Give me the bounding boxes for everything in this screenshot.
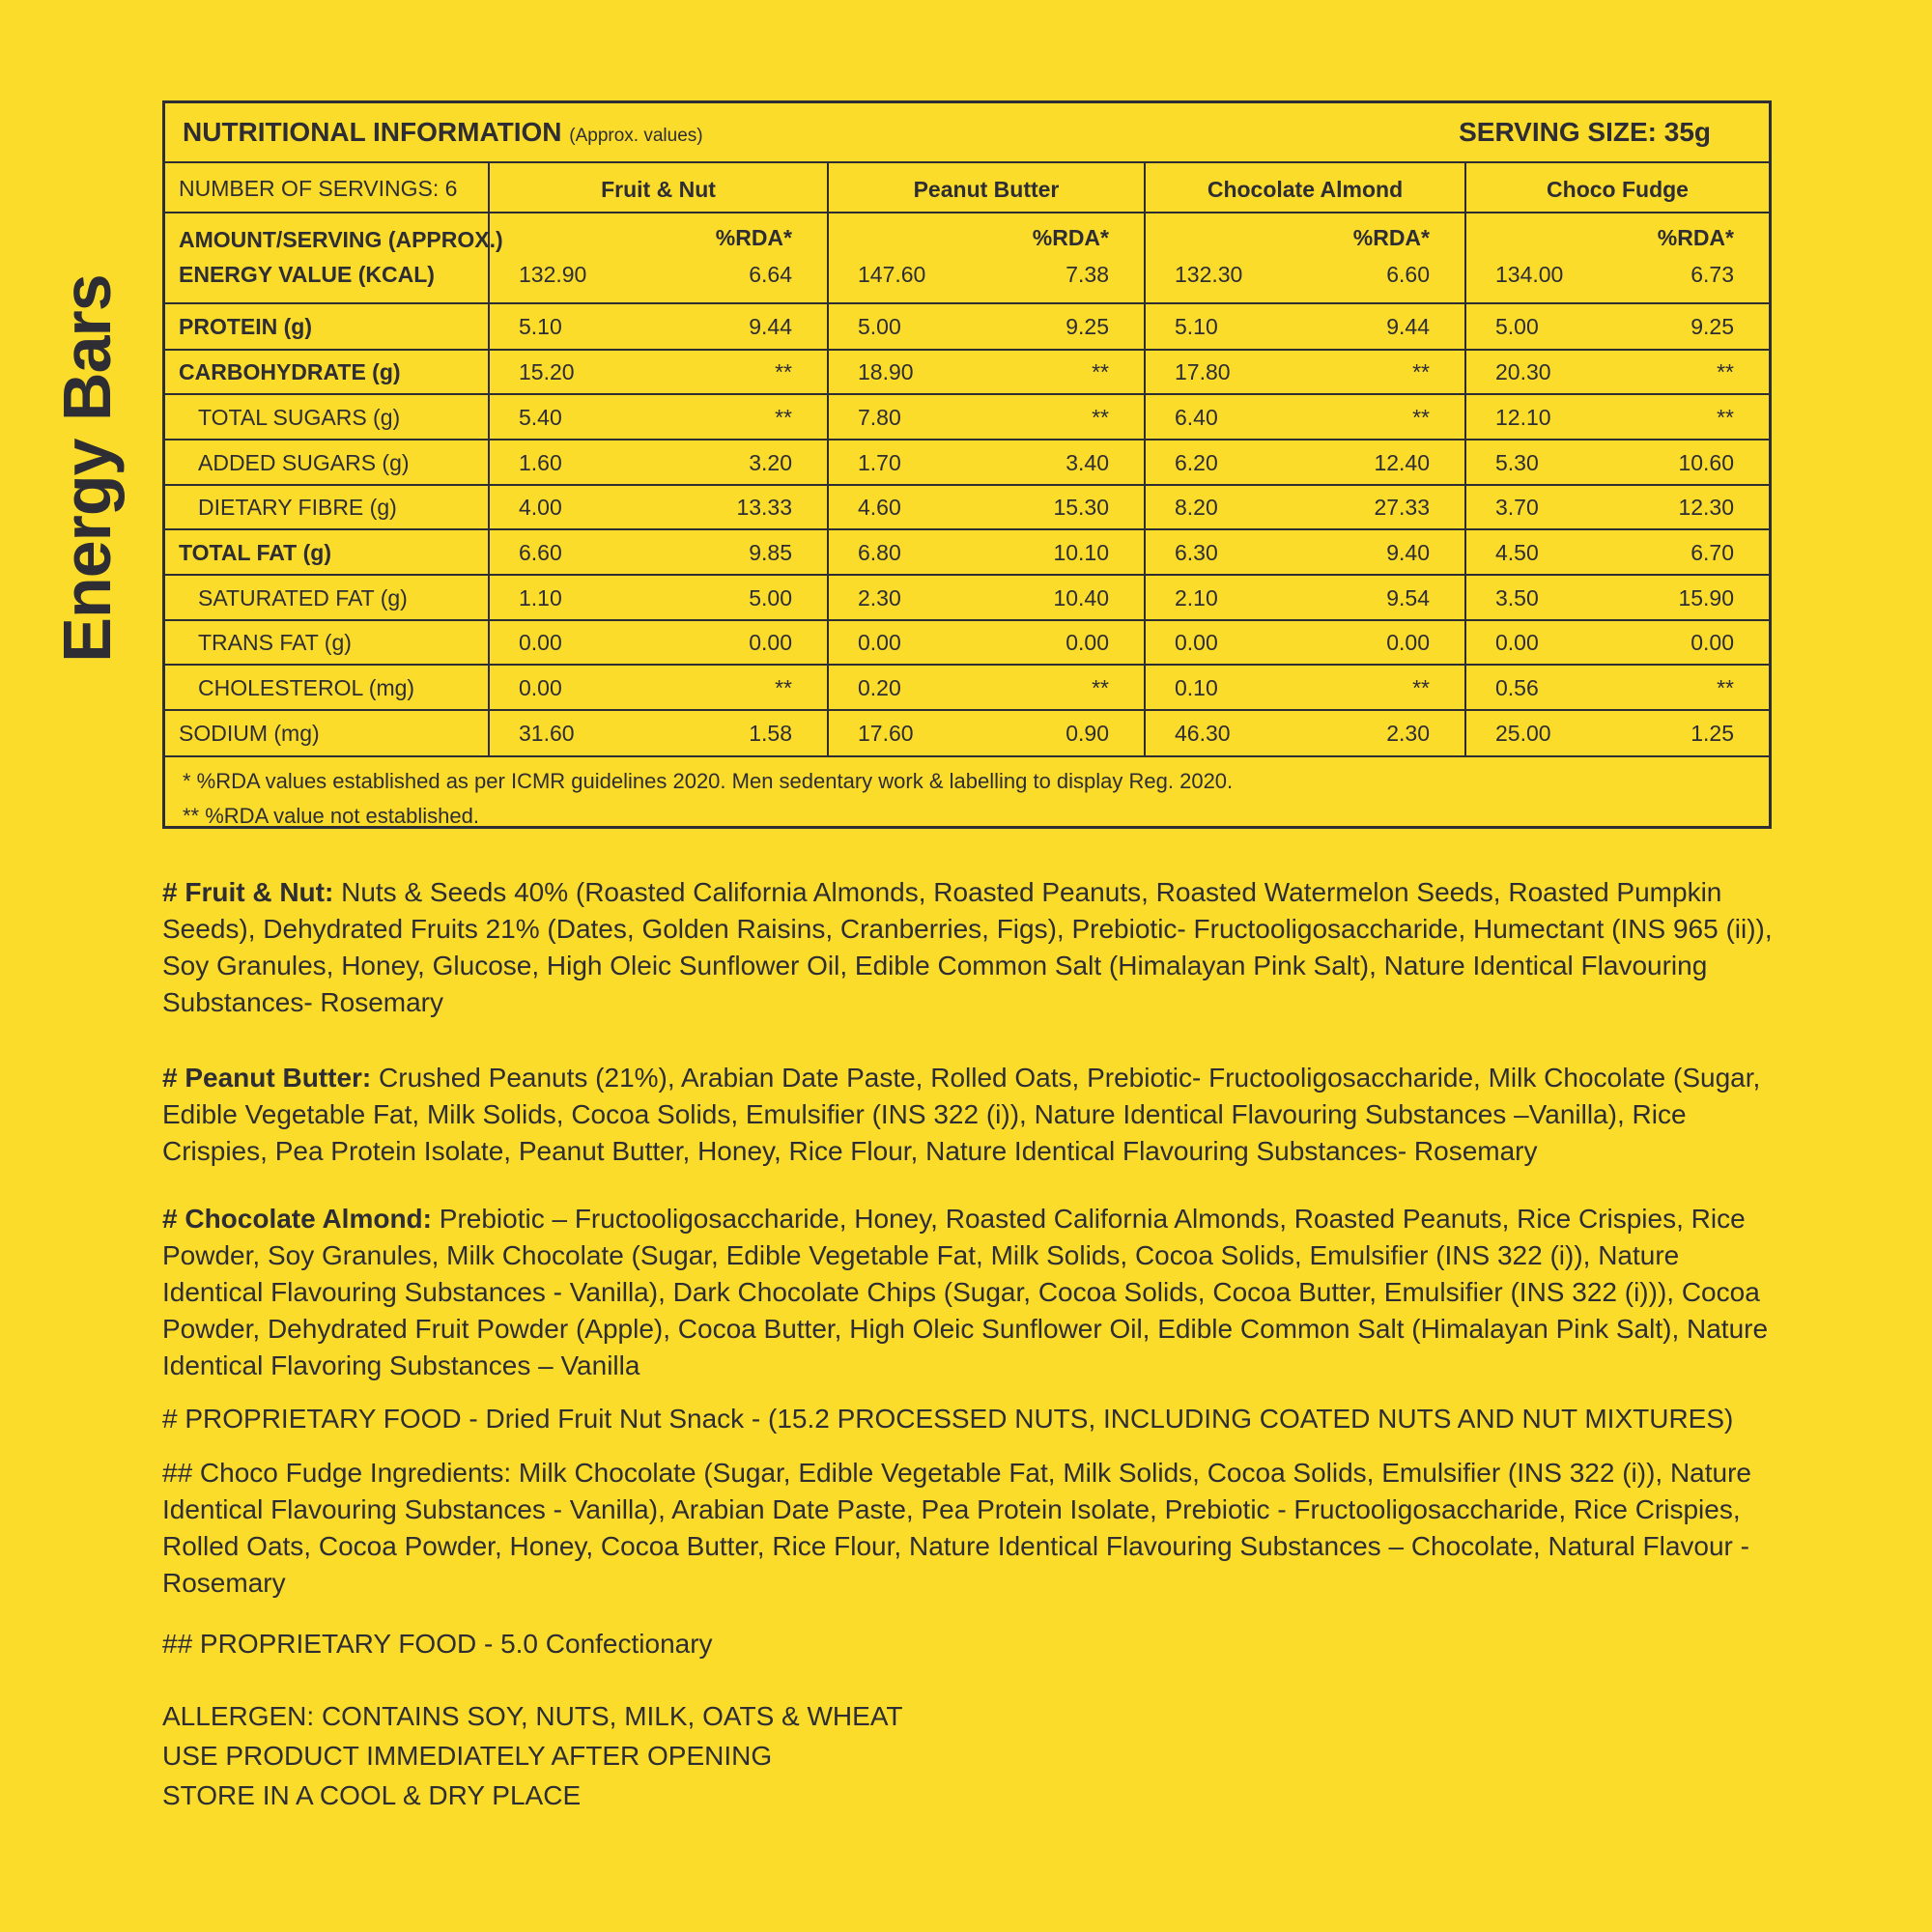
label-cell <box>165 576 488 619</box>
rda-value: ** <box>1412 405 1430 430</box>
nutrient-label: SATURATED FAT (g) <box>198 585 408 611</box>
nutrient-value: 0.00 <box>519 675 562 700</box>
nutrient-row <box>165 530 1769 576</box>
value-cell <box>488 351 827 393</box>
nutrient-value: 132.90 <box>519 262 587 287</box>
column-header: Fruit & Nut <box>601 177 716 202</box>
rda-value: 10.60 <box>1678 450 1734 475</box>
value-cell <box>488 440 827 484</box>
nutrient-label: SODIUM (mg) <box>179 721 320 746</box>
nutrient-label: ADDED SUGARS (g) <box>198 450 410 475</box>
value-cell <box>488 621 827 664</box>
nutrient-row <box>165 711 1769 757</box>
value-cell <box>1144 530 1464 574</box>
servings-label: NUMBER OF SERVINGS: 6 <box>179 176 458 201</box>
rda-value: 9.44 <box>1386 314 1430 339</box>
value-cell <box>1144 486 1464 528</box>
label-cell <box>165 163 488 212</box>
rda-value: 10.10 <box>1053 540 1109 565</box>
label-cell <box>165 666 488 709</box>
rda-header: %RDA* <box>715 225 792 250</box>
value-cell <box>1464 163 1769 212</box>
nutrient-value: 46.30 <box>1175 721 1231 746</box>
ingredient-title: # Fruit & Nut: <box>162 877 334 907</box>
nutrient-value: 6.20 <box>1175 450 1218 475</box>
rda-value: ** <box>1092 359 1109 384</box>
amount-label: AMOUNT/SERVING (APPROX.) <box>179 227 503 252</box>
value-cell <box>827 486 1144 528</box>
nutrient-value: 1.60 <box>519 450 562 475</box>
rda-value: 13.33 <box>736 495 792 520</box>
proprietary-food-1: # PROPRIETARY FOOD - Dried Fruit Nut Snack - (15.2 PROCESSED NUTS, INCLUDING COATED NUTS AND NUT MIXTURES) <box>162 1404 1734 1434</box>
value-cell <box>1144 576 1464 619</box>
nutrient-value: 6.80 <box>858 540 901 565</box>
rda-value: 0.00 <box>749 630 792 655</box>
label-cell <box>165 486 488 528</box>
rda-value: ** <box>1717 405 1734 430</box>
rda-value: 12.30 <box>1678 495 1734 520</box>
label-cell <box>165 351 488 393</box>
nutrient-value: 31.60 <box>519 721 575 746</box>
side-title <box>0 274 174 663</box>
ingredient-paragraph <box>162 1201 1777 1384</box>
value-cell <box>1144 666 1464 709</box>
nutrient-label: PROTEIN (g) <box>179 314 312 339</box>
value-cell <box>827 440 1144 484</box>
nutrient-value: 5.00 <box>1495 314 1539 339</box>
value-cell <box>827 530 1144 574</box>
panel-header <box>165 103 1769 163</box>
value-cell <box>827 163 1144 212</box>
nutrient-value: 0.00 <box>858 630 901 655</box>
value-cell <box>1464 395 1769 439</box>
value-cell <box>827 395 1144 439</box>
label-cell <box>165 621 488 664</box>
rda-value: 2.30 <box>1386 721 1430 746</box>
rda-header: %RDA* <box>1032 225 1109 250</box>
value-cell <box>1464 576 1769 619</box>
nutrient-value: 4.60 <box>858 495 901 520</box>
rda-value: 3.20 <box>749 450 792 475</box>
nutrient-row <box>165 666 1769 711</box>
value-cell <box>1464 213 1769 302</box>
value-cell <box>827 576 1144 619</box>
nutrient-row <box>165 440 1769 486</box>
rda-value: 9.25 <box>1065 314 1109 339</box>
rda-value: 1.58 <box>749 721 792 746</box>
nutrient-value: 5.10 <box>1175 314 1218 339</box>
nutrient-row <box>165 304 1769 351</box>
rda-value: 9.40 <box>1386 540 1430 565</box>
rda-value: 15.90 <box>1678 585 1734 611</box>
rda-value: 0.00 <box>1386 630 1430 655</box>
nutrient-value: 1.10 <box>519 585 562 611</box>
rda-value: 27.33 <box>1374 495 1430 520</box>
ingredient-text: Prebiotic – Fructooligosaccharide, Honey, Roasted California Almonds, Roasted Peanuts, Rice Crispies, Rice Powder, Soy Granules, Milk Chocolate (Sugar, Edible Vegetable Fat, Milk Solids, Cocoa Solids, Emulsifier (INS 322 (i)), Nature Identical Flavouring Substances - Vanilla), Dark Chocolate Chips (Sugar, Cocoa Solids, Cocoa Butter, Emulsifier (INS 322 (i))), Cocoa Powder, Dehydrated Fruit Powder (Apple), Cocoa Butter, High Oleic Sunflower Oil, Edible Common Salt (Himalayan Pink Salt), Nature Identical Flavoring Substances – Vanilla <box>162 1204 1769 1380</box>
column-header: Chocolate Almond <box>1207 177 1404 202</box>
nutrient-value: 6.60 <box>519 540 562 565</box>
value-cell <box>488 163 827 212</box>
value-cell <box>1464 621 1769 664</box>
label-cell <box>165 711 488 755</box>
nutrient-row <box>165 486 1769 530</box>
nutrient-label: TOTAL SUGARS (g) <box>198 405 401 430</box>
rda-value: 0.90 <box>1065 721 1109 746</box>
nutrient-value: 0.56 <box>1495 675 1539 700</box>
nutrient-value: 2.10 <box>1175 585 1218 611</box>
rda-value: 0.00 <box>1065 630 1109 655</box>
rda-value: 9.54 <box>1386 585 1430 611</box>
nutrient-label: ENERGY VALUE (KCAL) <box>179 262 435 287</box>
value-cell <box>1464 304 1769 349</box>
rda-value: 9.85 <box>749 540 792 565</box>
value-cell <box>1464 530 1769 574</box>
value-cell <box>488 304 827 349</box>
panel-title <box>183 117 703 148</box>
column-header-row <box>165 163 1769 213</box>
nutrient-value: 0.10 <box>1175 675 1218 700</box>
rda-value: ** <box>1092 675 1109 700</box>
nutrient-value: 20.30 <box>1495 359 1551 384</box>
rda-value: 3.40 <box>1065 450 1109 475</box>
nutrient-value: 132.30 <box>1175 262 1243 287</box>
nutrient-value: 0.20 <box>858 675 901 700</box>
panel-title-text: NUTRITIONAL INFORMATION <box>183 117 562 147</box>
nutrient-label: DIETARY FIBRE (g) <box>198 495 397 520</box>
rda-value: 9.25 <box>1690 314 1734 339</box>
panel-title-note: (Approx. values) <box>569 126 703 146</box>
value-cell <box>1144 395 1464 439</box>
value-cell <box>1464 711 1769 755</box>
rda-value: ** <box>775 405 792 430</box>
value-cell <box>1144 621 1464 664</box>
footnote: ** %RDA value not established. <box>183 804 479 828</box>
label-cell <box>165 395 488 439</box>
value-cell <box>488 213 827 302</box>
ingredient-title: # Chocolate Almond: <box>162 1204 432 1234</box>
value-cell <box>1144 213 1464 302</box>
column-header: Choco Fudge <box>1547 177 1689 202</box>
nutrient-value: 4.00 <box>519 495 562 520</box>
nutrient-value: 17.60 <box>858 721 914 746</box>
nutrient-value: 4.50 <box>1495 540 1539 565</box>
nutrient-value: 8.20 <box>1175 495 1218 520</box>
value-cell <box>488 576 827 619</box>
notice-use: USE PRODUCT IMMEDIATELY AFTER OPENING <box>162 1741 773 1771</box>
rda-value: 10.40 <box>1053 585 1109 611</box>
rda-value: ** <box>1412 359 1430 384</box>
ingredient-text: Crushed Peanuts (21%), Arabian Date Paste, Rolled Oats, Prebiotic- Fructooligosaccharide, Milk Chocolate (Sugar, Edible Vegetable Fat, Milk Solids, Cocoa Solids, Emulsifier (INS 322 (i)), Nature Identical Flavouring Substances –Vanilla), Rice Crispies, Pea Protein Isolate, Peanut Butter, Honey, Rice Flour, Nature Identical Flavouring Substances- Rosemary <box>162 1063 1761 1166</box>
label-cell <box>165 213 503 302</box>
rda-header: %RDA* <box>1657 225 1734 250</box>
rda-value: ** <box>775 359 792 384</box>
value-cell <box>1144 711 1464 755</box>
notice-allergen: ALLERGEN: CONTAINS SOY, NUTS, MILK, OATS & WHEAT <box>162 1701 903 1731</box>
value-cell <box>1144 163 1464 212</box>
nutrient-value: 1.70 <box>858 450 901 475</box>
rda-value: 6.60 <box>1386 262 1430 287</box>
rda-value: 15.30 <box>1053 495 1109 520</box>
serving-size: SERVING SIZE: 35g <box>1459 117 1711 147</box>
footnote: * %RDA values established as per ICMR guidelines 2020. Men sedentary work & labelling to display Reg. 2020. <box>183 769 1234 793</box>
value-cell <box>488 666 827 709</box>
value-cell <box>1464 666 1769 709</box>
value-cell <box>827 213 1144 302</box>
value-cell <box>1144 351 1464 393</box>
nutrient-row <box>165 621 1769 666</box>
nutrient-value: 2.30 <box>858 585 901 611</box>
value-cell <box>1464 351 1769 393</box>
nutrient-value: 3.50 <box>1495 585 1539 611</box>
nutrient-row <box>165 351 1769 395</box>
rda-value: ** <box>775 675 792 700</box>
value-cell <box>488 395 827 439</box>
nutrient-value: 18.90 <box>858 359 914 384</box>
nutrient-value: 3.70 <box>1495 495 1539 520</box>
nutrient-label: CARBOHYDRATE (g) <box>179 359 401 384</box>
value-cell <box>488 486 827 528</box>
ingredient-title: # Peanut Butter: <box>162 1063 372 1093</box>
nutrition-panel <box>162 100 1772 829</box>
rda-value: 5.00 <box>749 585 792 611</box>
nutrient-value: 5.30 <box>1495 450 1539 475</box>
nutrient-label: TOTAL FAT (g) <box>179 540 331 565</box>
nutrient-row <box>165 213 1769 304</box>
nutrient-value: 7.80 <box>858 405 901 430</box>
value-cell <box>488 530 827 574</box>
ingredient-text: Nuts & Seeds 40% (Roasted California Almonds, Roasted Peanuts, Roasted Watermelon Seeds, Roasted Pumpkin Seeds), Dehydrated Fruits 21% (Dates, Golden Raisins, Cranberries, Figs), Prebiotic- Fructooligosaccharide, Humectant (INS 965 (ii)), Soy Granules, Honey, Glucose, High Oleic Sunflower Oil, Edible Common Salt (Himalayan Pink Salt), Nature Identical Flavouring Substances- Rosemary <box>162 877 1773 1017</box>
choco-fudge-ingredients: ## Choco Fudge Ingredients: Milk Chocolate (Sugar, Edible Vegetable Fat, Milk Solids, Cocoa Solids, Emulsifier (INS 322 (i)), Nature Identical Flavouring Substances - Vanilla), Arabian Date Paste, Pea Protein Isolate, Prebiotic - Fructooligosaccharide, Rice Crispies, Rolled Oats, Cocoa Powder, Honey, Cocoa Butter, Rice Flour, Nature Identical Flavouring Substances – Chocolate, Natural Flavour - Rosemary <box>162 1458 1751 1598</box>
nutrient-value: 0.00 <box>1175 630 1218 655</box>
nutrient-value: 0.00 <box>1495 630 1539 655</box>
nutrient-value: 5.00 <box>858 314 901 339</box>
value-cell <box>1144 440 1464 484</box>
rda-value: ** <box>1717 359 1734 384</box>
rda-value: ** <box>1092 405 1109 430</box>
nutrient-value: 25.00 <box>1495 721 1551 746</box>
nutrient-value: 5.40 <box>519 405 562 430</box>
column-header: Peanut Butter <box>913 177 1060 202</box>
ingredient-paragraph <box>162 1060 1777 1170</box>
rda-value: 1.25 <box>1690 721 1734 746</box>
nutrient-value: 17.80 <box>1175 359 1231 384</box>
nutrient-value: 0.00 <box>519 630 562 655</box>
nutrient-value: 134.00 <box>1495 262 1564 287</box>
value-cell <box>1464 486 1769 528</box>
nutrient-value: 147.60 <box>858 262 926 287</box>
rda-value: 9.44 <box>749 314 792 339</box>
rda-value: 6.73 <box>1690 262 1734 287</box>
value-cell <box>827 621 1144 664</box>
nutrient-value: 15.20 <box>519 359 575 384</box>
label-cell <box>165 530 488 574</box>
nutrient-label: CHOLESTEROL (mg) <box>198 675 415 700</box>
value-cell <box>827 351 1144 393</box>
label-cell <box>165 440 488 484</box>
nutrient-row <box>165 395 1769 440</box>
nutrient-value: 5.10 <box>519 314 562 339</box>
rda-value: 12.40 <box>1374 450 1430 475</box>
value-cell <box>827 666 1144 709</box>
rda-value: 7.38 <box>1065 262 1109 287</box>
value-cell <box>1144 304 1464 349</box>
rda-header: %RDA* <box>1352 225 1430 250</box>
nutrient-label: TRANS FAT (g) <box>198 630 352 655</box>
nutrient-value: 12.10 <box>1495 405 1551 430</box>
rda-value: 0.00 <box>1690 630 1734 655</box>
rda-value: ** <box>1717 675 1734 700</box>
value-cell <box>1464 440 1769 484</box>
rda-value: 6.70 <box>1690 540 1734 565</box>
rda-value: ** <box>1412 675 1430 700</box>
rda-value: 6.64 <box>749 262 792 287</box>
notice-store: STORE IN A COOL & DRY PLACE <box>162 1780 582 1810</box>
nutrient-value: 6.40 <box>1175 405 1218 430</box>
ingredient-paragraph <box>162 874 1777 1021</box>
nutrient-value: 6.30 <box>1175 540 1218 565</box>
value-cell <box>827 304 1144 349</box>
nutrient-row <box>165 576 1769 621</box>
label-cell <box>165 304 488 349</box>
value-cell <box>827 711 1144 755</box>
proprietary-food-2: ## PROPRIETARY FOOD - 5.0 Confectionary <box>162 1629 713 1659</box>
side-title-text: Energy Bars <box>49 274 125 663</box>
value-cell <box>488 711 827 755</box>
